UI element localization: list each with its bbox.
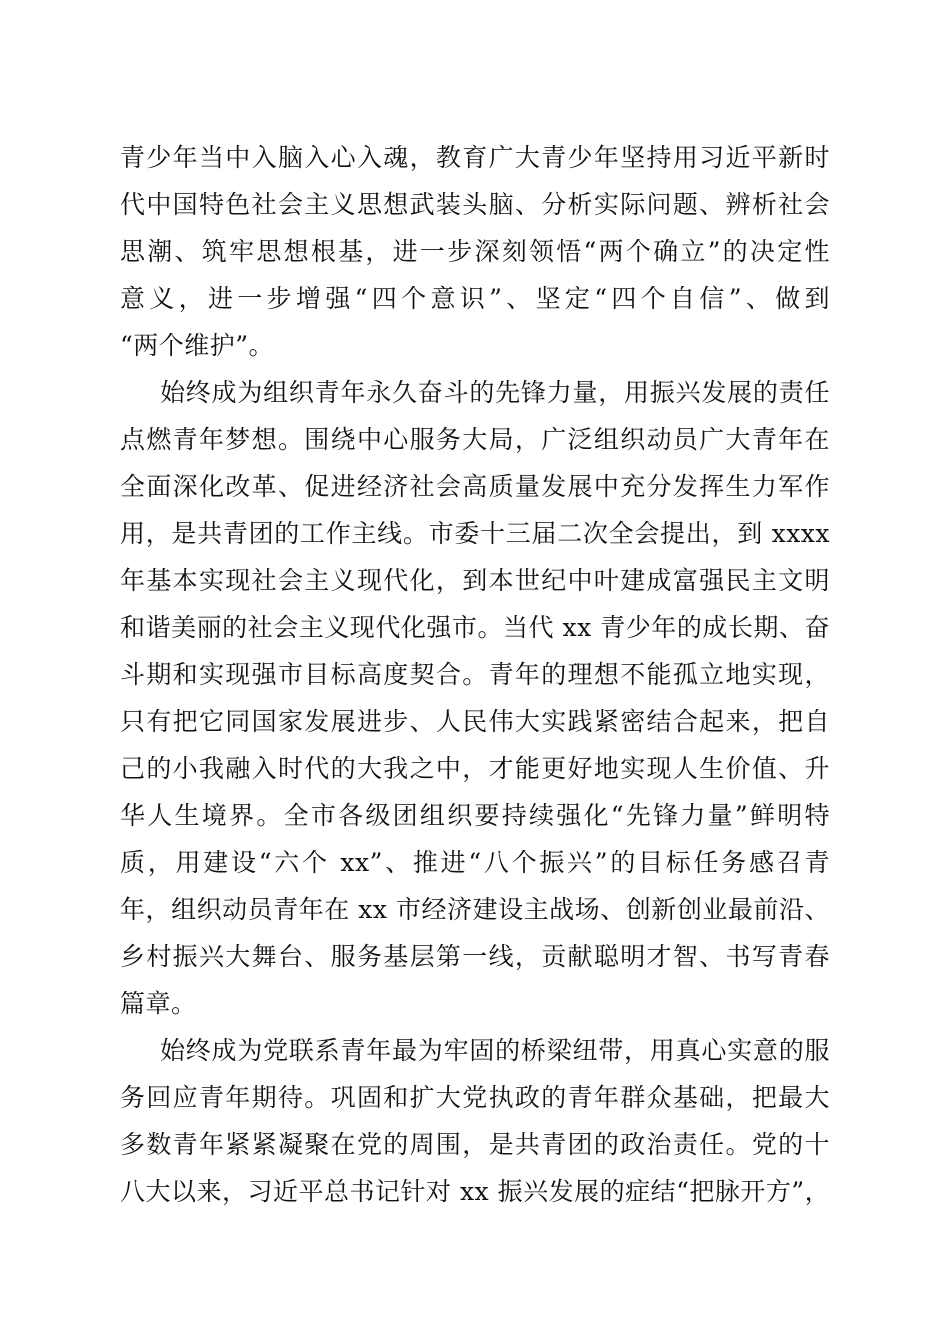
text-line: 代中国特色社会主义思想武装头脑、分析实际问题、辨析社会 [120,190,830,219]
text-line: 点燃青年梦想。围绕中心服务大局，广泛组织动员广大青年在 [120,425,830,454]
text-line: 用，是共青团的工作主线。市委十三届二次全会提出，到 xxxx [120,519,830,548]
text-line: 华人生境界。全市各级团组织要持续强化“先锋力量”鲜明特 [120,801,830,830]
text-line: 意义，进一步增强“四个意识”、坚定“四个自信”、做到 [120,284,831,313]
text-line: 务回应青年期待。巩固和扩大党执政的青年群众基础，把最大 [120,1083,830,1112]
text-line: 己的小我融入时代的大我之中，才能更好地实现人生价值、升 [120,754,830,783]
text-line: 多数青年紧紧凝聚在党的周围，是共青团的政治责任。党的十 [120,1130,830,1159]
text-line: 乡村振兴大舞台、服务基层第一线，贡献聪明才智、书写青春 [120,942,830,971]
text-line: 年基本实现社会主义现代化，到本世纪中叶建成富强民主文明 [120,566,830,595]
text-line: 全面深化改革、促进经济社会高质量发展中充分发挥生力军作 [120,472,830,501]
text-line: 思潮、筑牢思想根基，进一步深刻领悟“两个确立”的决定性 [120,237,830,266]
text-line: 八大以来，习近平总书记针对 xx 振兴发展的症结“把脉开方”， [120,1177,831,1206]
text-line: 年，组织动员青年在 xx 市经济建设主战场、创新创业最前沿、 [120,895,830,924]
text-line: “两个维护”。 [120,331,275,360]
text-line: 斗期和实现强市目标高度契合。青年的理想不能孤立地实现， [120,660,830,689]
text-line: 和谐美丽的社会主义现代化强市。当代 xx 青少年的成长期、奋 [120,613,830,642]
text-line: 青少年当中入脑入心入魂，教育广大青少年坚持用习近平新时 [120,143,830,172]
text-line: 只有把它同国家发展进步、人民伟大实践紧密结合起来，把自 [120,707,830,736]
text-line: 质，用建设“六个 xx”、推进“八个振兴”的目标任务感召青 [120,848,830,877]
paragraph-first-line: 始终成为组织青年永久奋斗的先锋力量，用振兴发展的责任 [160,378,830,407]
text-line: 篇章。 [120,989,197,1018]
paragraph-first-line: 始终成为党联系青年最为牢固的桥梁纽带，用真心实意的服 [160,1036,830,1065]
